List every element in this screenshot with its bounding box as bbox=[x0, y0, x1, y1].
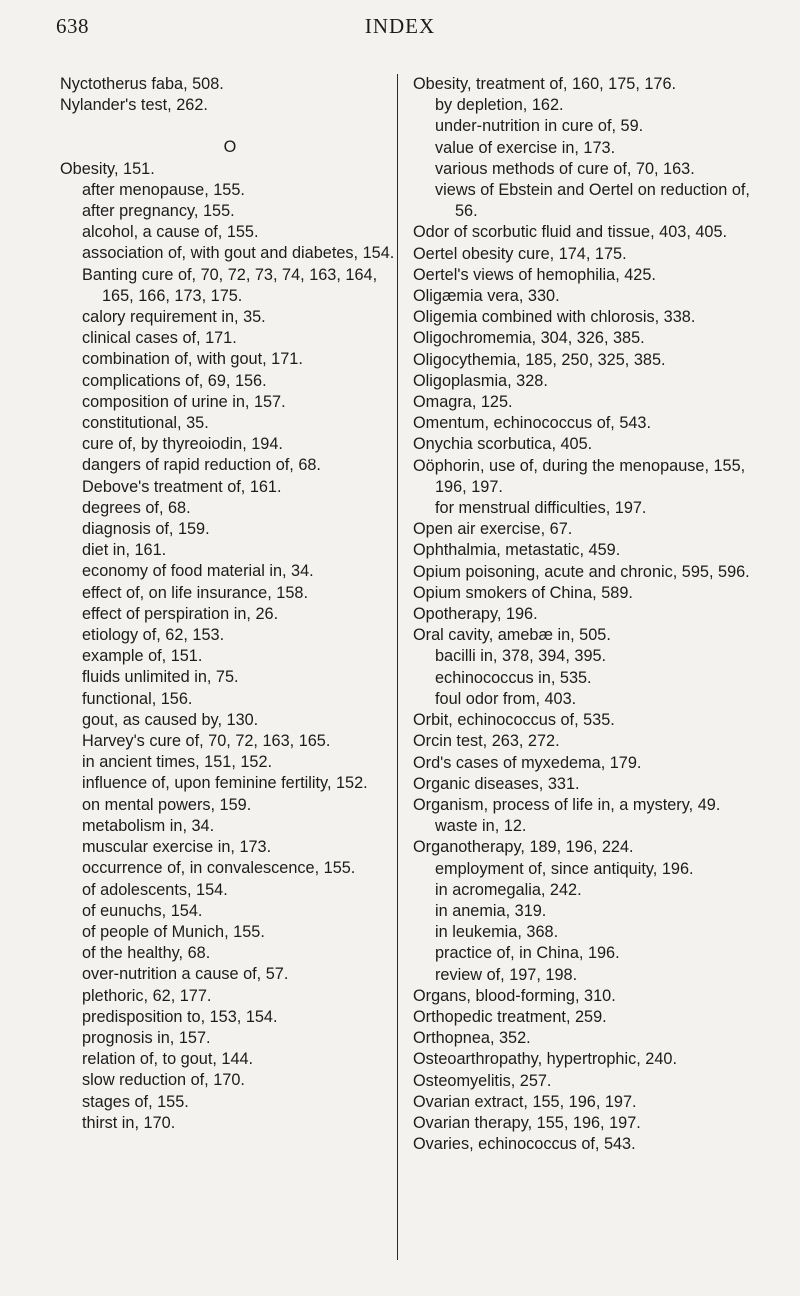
index-entry: Organic diseases, 331. bbox=[413, 774, 580, 793]
index-subentry: of adolescents, 154. bbox=[82, 880, 228, 899]
index-subentry: by depletion, 162. bbox=[435, 96, 564, 115]
index-subentry: alcohol, a cause of, 155. bbox=[82, 223, 259, 242]
index-subentry: influence of, upon feminine fertility, 152. bbox=[82, 774, 368, 793]
index-subentry: functional, 156. bbox=[82, 689, 193, 708]
index-entry: Omentum, echinococcus of, 543. bbox=[413, 414, 652, 433]
index-subentry: employment of, since antiquity, 196. bbox=[435, 859, 694, 878]
index-subentry: on mental powers, 159. bbox=[82, 795, 252, 814]
index-entry: Opium poisoning, acute and chronic, 595, 596. bbox=[413, 562, 750, 581]
index-subentry: bacilli in, 378, 394, 395. bbox=[435, 647, 607, 666]
index-entry: Ovarian therapy, 155, 196, 197. bbox=[413, 1113, 641, 1132]
index-subentry: in leukemia, 368. bbox=[435, 923, 559, 942]
index-subentry: of eunuchs, 154. bbox=[82, 901, 203, 920]
index-subentry: over-nutrition a cause of, 57. bbox=[82, 965, 289, 984]
index-subentry: in ancient times, 151, 152. bbox=[82, 753, 273, 772]
index-subentry: combination of, with gout, 171. bbox=[82, 350, 303, 369]
index-entry: Obesity, treatment of, 160, 175, 176. bbox=[413, 75, 677, 93]
index-entry: Organism, process of life in, a mystery, 49. bbox=[413, 795, 721, 814]
index-entry: Osteomyelitis, 257. bbox=[413, 1071, 552, 1090]
index-subentry: economy of food material in, 34. bbox=[82, 562, 314, 581]
index-entry: Orbit, echinococcus of, 535. bbox=[413, 711, 615, 730]
index-subentry: waste in, 12. bbox=[435, 817, 527, 836]
index-subentry: after pregnancy, 155. bbox=[82, 202, 235, 220]
index-subentry: occurrence of, in convalescence, 155. bbox=[82, 859, 356, 878]
index-entry: Ovaries, echinococcus of, 543. bbox=[413, 1135, 636, 1154]
index-subentry: value of exercise in, 173. bbox=[435, 138, 616, 157]
index-subentry: fluids unlimited in, 75. bbox=[82, 668, 239, 687]
index-entry: Nylander's test, 262. bbox=[60, 96, 208, 115]
index-subentry: prognosis in, 157. bbox=[82, 1028, 211, 1047]
index-entry: Orthopnea, 352. bbox=[413, 1029, 531, 1048]
index-subentry: under-nutrition in cure of, 59. bbox=[435, 117, 644, 136]
index-subentry: composition of urine in, 157. bbox=[82, 392, 286, 411]
index-subentry: diagnosis of, 159. bbox=[82, 520, 210, 539]
index-subentry: constitutional, 35. bbox=[82, 414, 209, 433]
index-entry: Organotherapy, 189, 196, 224. bbox=[413, 838, 634, 857]
index-column-right bbox=[413, 74, 763, 1155]
index-entry: Ovarian extract, 155, 196, 197. bbox=[413, 1092, 637, 1111]
index-subentry: clinical cases of, 171. bbox=[82, 329, 237, 348]
index-entry: Oertel obesity cure, 174, 175. bbox=[413, 244, 627, 263]
index-subentry: slow reduction of, 170. bbox=[82, 1071, 245, 1090]
index-subentry: dangers of rapid reduction of, 68. bbox=[82, 456, 321, 475]
index-column-left bbox=[60, 74, 400, 1134]
index-subentry: practice of, in China, 196. bbox=[435, 944, 620, 963]
index-subentry: review of, 197, 198. bbox=[435, 965, 578, 984]
index-subentry: views of Ebstein and Oertel on reduction of, 56. bbox=[435, 181, 750, 221]
index-entry: Opotherapy, 196. bbox=[413, 605, 538, 624]
index-subentry: for menstrual difficulties, 197. bbox=[435, 499, 647, 518]
index-subentry: effect of, on life insurance, 158. bbox=[82, 583, 308, 602]
index-subentry: thirst in, 170. bbox=[82, 1113, 176, 1132]
index-subentry: predisposition to, 153, 154. bbox=[82, 1007, 278, 1026]
index-entry: Osteoarthropathy, hypertrophic, 240. bbox=[413, 1050, 677, 1069]
index-subentry: cure of, by thyreoiodin, 194. bbox=[82, 435, 283, 454]
index-entry: Oligochromemia, 304, 326, 385. bbox=[413, 329, 645, 348]
index-subentry: echinococcus in, 535. bbox=[435, 668, 592, 687]
running-title: INDEX bbox=[364, 14, 436, 38]
index-subentry: Banting cure of, 70, 72, 73, 74, 163, 164, 165, 166, 173, 175. bbox=[82, 265, 378, 305]
index-subentry: example of, 151. bbox=[82, 647, 203, 666]
index-subentry: complications of, 69, 156. bbox=[82, 371, 267, 390]
index-entry: Orthopedic treatment, 259. bbox=[413, 1007, 607, 1026]
index-subentry: diet in, 161. bbox=[82, 541, 167, 560]
index-entry: Oligæmia vera, 330. bbox=[413, 287, 560, 306]
index-entry: Ophthalmia, metastatic, 459. bbox=[413, 541, 621, 560]
index-subentry: relation of, to gout, 144. bbox=[82, 1050, 254, 1069]
page-number: 638 bbox=[56, 14, 89, 38]
index-subentry: calory requirement in, 35. bbox=[82, 308, 266, 327]
index-entry: Ord's cases of myxedema, 179. bbox=[413, 753, 642, 772]
index-subentry: etiology of, 62, 153. bbox=[82, 626, 225, 645]
index-entry: Orcin test, 263, 272. bbox=[413, 732, 560, 751]
index-subentry: in acromegalia, 242. bbox=[435, 880, 582, 899]
index-entry: Odor of scorbutic fluid and tissue, 403, 405. bbox=[413, 223, 728, 242]
index-entry: Organs, blood-forming, 310. bbox=[413, 986, 616, 1005]
index-entry: Oligocythemia, 185, 250, 325, 385. bbox=[413, 350, 666, 369]
index-subentry: of people of Munich, 155. bbox=[82, 922, 265, 941]
index-subentry: of the healthy, 68. bbox=[82, 944, 211, 963]
index-entry: Oligoplasmia, 328. bbox=[413, 371, 548, 390]
section-letter: O bbox=[223, 138, 237, 157]
index-subentry: Debove's treatment of, 161. bbox=[82, 477, 282, 496]
index-subentry: Harvey's cure of, 70, 72, 163, 165. bbox=[82, 732, 331, 751]
index-subentry: muscular exercise in, 173. bbox=[82, 838, 272, 857]
index-subentry: in anemia, 319. bbox=[435, 901, 547, 920]
index-entry: Nyctotherus faba, 508. bbox=[60, 75, 224, 93]
index-subentry: association of, with gout and diabetes, 154. bbox=[82, 244, 395, 263]
column-divider bbox=[397, 74, 398, 1260]
index-entry: Oral cavity, amebæ in, 505. bbox=[413, 626, 611, 645]
index-entry: Obesity, 151. bbox=[60, 159, 155, 178]
index-subentry: various methods of cure of, 70, 163. bbox=[435, 159, 695, 178]
index-entry: Oertel's views of hemophilia, 425. bbox=[413, 265, 656, 284]
page-header bbox=[0, 10, 800, 50]
index-subentry: gout, as caused by, 130. bbox=[82, 710, 259, 729]
index-subentry: after menopause, 155. bbox=[82, 180, 245, 199]
index-entry: Opium smokers of China, 589. bbox=[413, 583, 633, 602]
index-entry: Onychia scorbutica, 405. bbox=[413, 435, 593, 454]
index-subentry: stages of, 155. bbox=[82, 1092, 189, 1111]
index-subentry: effect of perspiration in, 26. bbox=[82, 604, 279, 623]
index-subentry: metabolism in, 34. bbox=[82, 816, 215, 835]
index-entry: Open air exercise, 67. bbox=[413, 520, 573, 539]
index-subentry: plethoric, 62, 177. bbox=[82, 986, 212, 1005]
index-entry: Oligemia combined with chlorosis, 338. bbox=[413, 308, 696, 327]
index-subentry: degrees of, 68. bbox=[82, 498, 191, 517]
index-entry: Omagra, 125. bbox=[413, 393, 513, 412]
index-entry: Oöphorin, use of, during the menopause, 155, 196, 197. bbox=[413, 456, 746, 496]
index-subentry: foul odor from, 403. bbox=[435, 689, 577, 708]
